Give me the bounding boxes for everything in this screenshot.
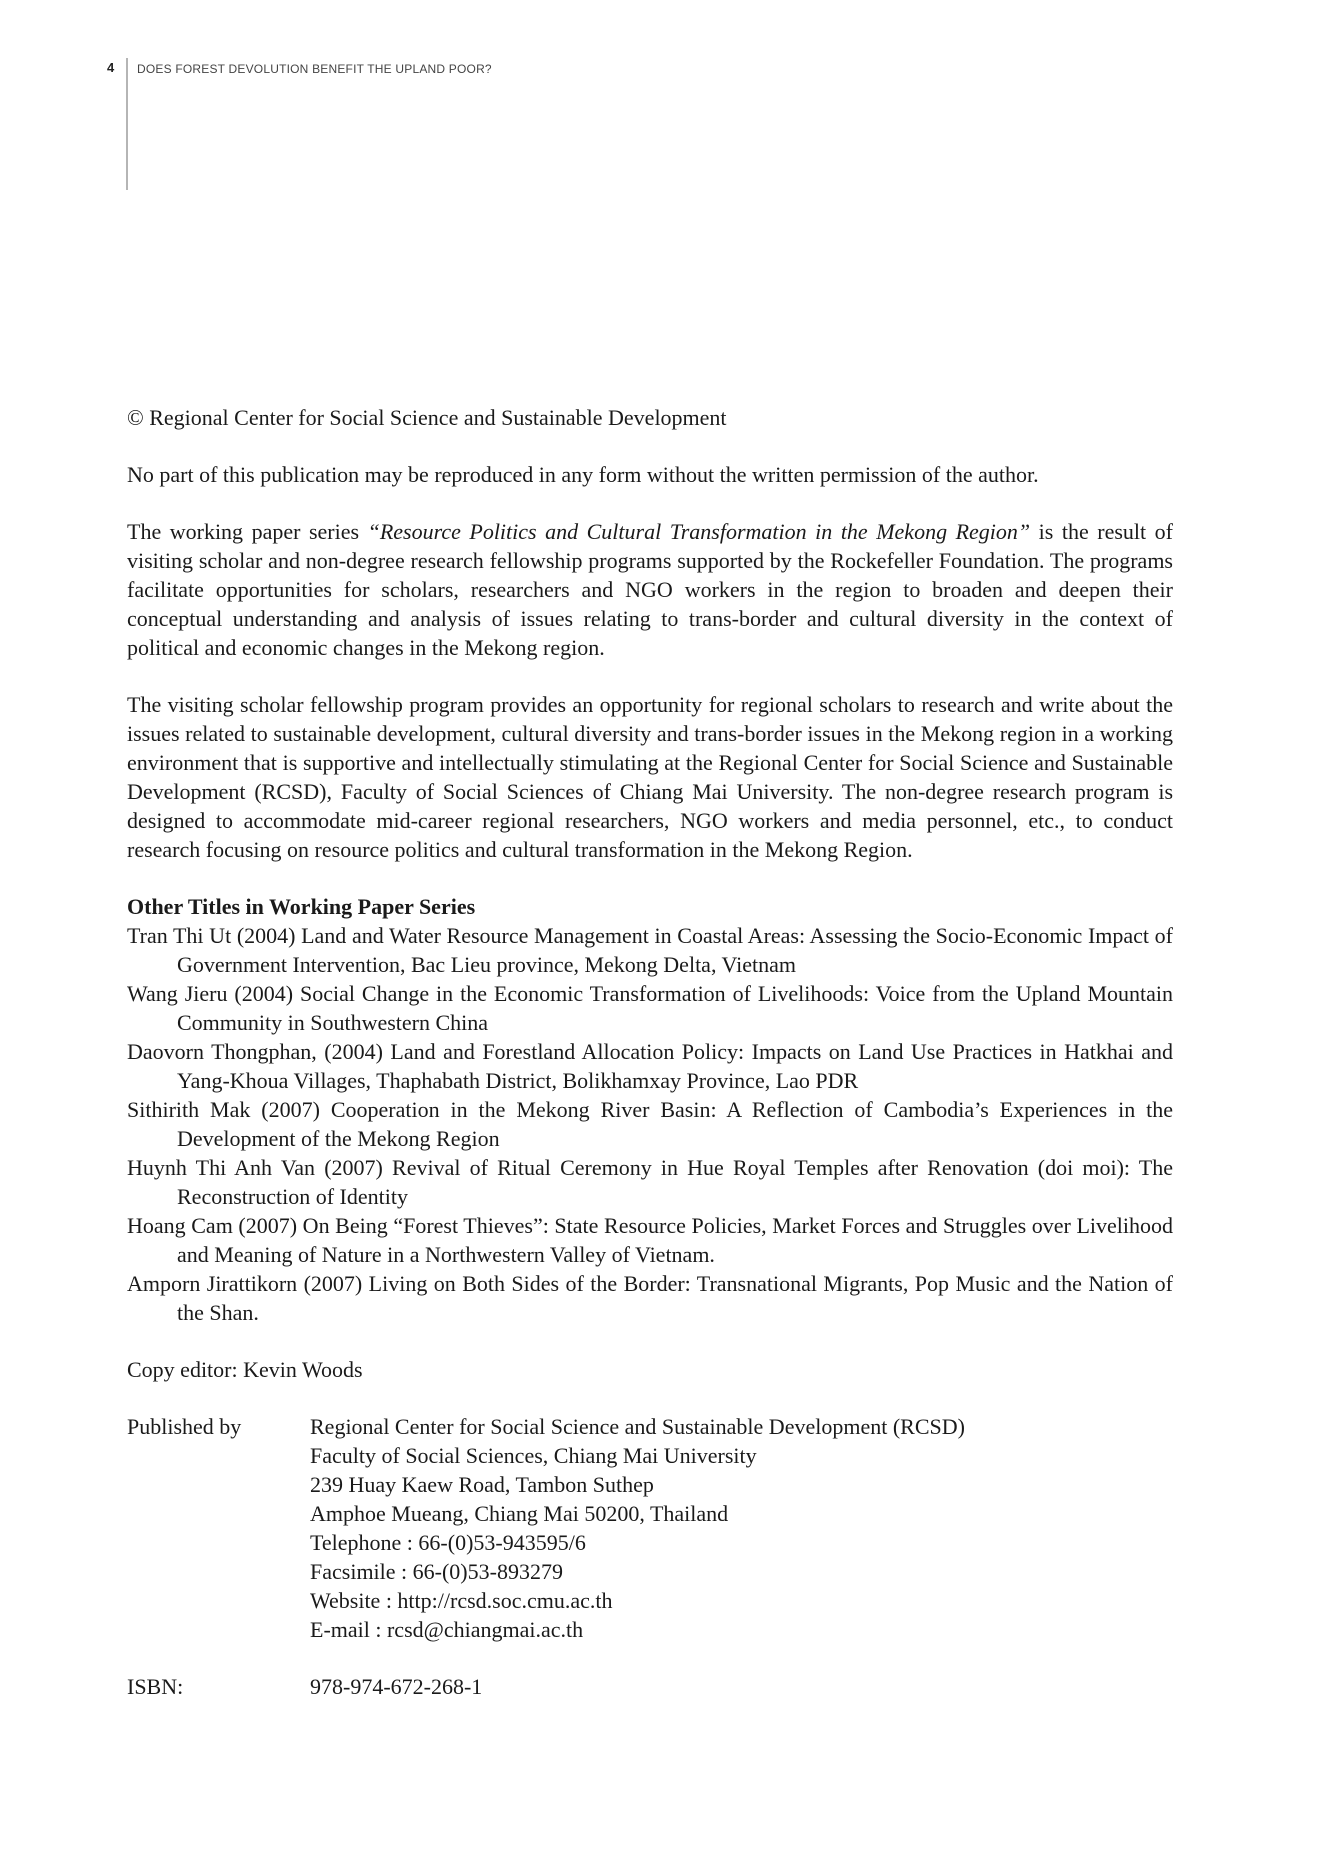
fellowship-paragraph: The visiting scholar fellowship program provides an opportunity for regional scholars to research and write about the issues related to sustainable development, cultural diversity and trans-border issues in the Mekong region in a working environment that is supportive and intellectually stimulating at the Regional Center for Social Science and Sustainable Development (RCSD), Faculty of Social Sciences of Chiang Mai University. The non-degree research program is designed to accommodate mid-career regional researchers, NGO workers and media personnel, etc., to conduct research focusing on resource politics and cultural transformation in the Mekong Region. [127,692,1173,862]
list-item: Daovorn Thongphan, (2004) Land and Forestland Allocation Policy: Impacts on Land Use Practices in Hatkhai and Yang-Khoua Villages, Thaphabath District, Bolikhamxay Province, Lao PDR [127,1039,1173,1093]
list-item: Huynh Thi Anh Van (2007) Revival of Ritual Ceremony in Hue Royal Temples after Renovation (doi moi): The Reconstruction of Identity [127,1155,1173,1209]
list-item: Hoang Cam (2007) On Being “Forest Thieves”: State Resource Policies, Market Forces and Struggles over Livelihood and Meaning of Nature in a Northwestern Valley of Vietnam. [127,1213,1173,1267]
publisher-details [310,1412,1173,1644]
page-body [127,403,1173,1701]
isbn-value: 978-974-672-268-1 [310,1674,483,1699]
publisher-line: 239 Huay Kaew Road, Tambon Suthep [310,1472,654,1497]
header-vertical-rule [126,58,128,190]
isbn-row [127,1672,1173,1701]
other-titles-heading: Other Titles in Working Paper Series [127,894,476,919]
series-paragraph [127,517,1173,662]
published-by-label: Published by [127,1414,242,1439]
other-titles-list [127,921,1173,1327]
series-paragraph-rest: is the result of visiting scholar and non-degree research fellowship programs supported by the Rockefeller Foundation. The programs facilitate opportunities for scholars, researchers and NGO workers in the region to broaden and deepen their conceptual understanding and analysis of issues relating to trans-border and cultural diversity in the context of political and economic changes in the Mekong region. [127,519,1173,660]
email-line: E-mail : rcsd@chiangmai.ac.th [310,1617,584,1642]
series-title: “Resource Politics and Cultural Transformation in the Mekong Region” [367,519,1031,544]
publisher-line: Amphoe Mueang, Chiang Mai 50200, Thailand [310,1501,729,1526]
copyright-line: © Regional Center for Social Science and Sustainable Development [127,405,727,430]
series-paragraph-intro: The working paper series [127,519,368,544]
page-number: 4 [107,60,115,75]
fax-line: Facsimile : 66-(0)53-893279 [310,1559,563,1584]
list-item: Wang Jieru (2004) Social Change in the Economic Transformation of Livelihoods: Voice from the Upland Mountain Community in Southwestern China [127,981,1173,1035]
list-item: Sithirith Mak (2007) Cooperation in the Mekong River Basin: A Reflection of Cambodia’s Experiences in the Development of the Mekong Region [127,1097,1173,1151]
publisher-line: Regional Center for Social Science and Sustainable Development (RCSD) [310,1414,965,1439]
publisher-block [127,1412,1173,1644]
running-title: DOES FOREST DEVOLUTION BENEFIT THE UPLAND POOR? [137,62,492,76]
reproduction-notice: No part of this publication may be reproduced in any form without the written permission of the author. [127,462,1039,487]
telephone-line: Telephone : 66-(0)53-943595/6 [310,1530,586,1555]
website-line: Website : http://rcsd.soc.cmu.ac.th [310,1588,613,1613]
publisher-line: Faculty of Social Sciences, Chiang Mai University [310,1443,757,1468]
list-item: Amporn Jirattikorn (2007) Living on Both Sides of the Border: Transnational Migrants, Pop Music and the Nation of the Shan. [127,1271,1173,1325]
isbn-label: ISBN: [127,1674,184,1699]
list-item: Tran Thi Ut (2004) Land and Water Resource Management in Coastal Areas: Assessing the Socio-Economic Impact of Government Intervention, Bac Lieu province, Mekong Delta, Vietnam [127,923,1173,977]
copy-editor: Copy editor: Kevin Woods [127,1357,363,1382]
